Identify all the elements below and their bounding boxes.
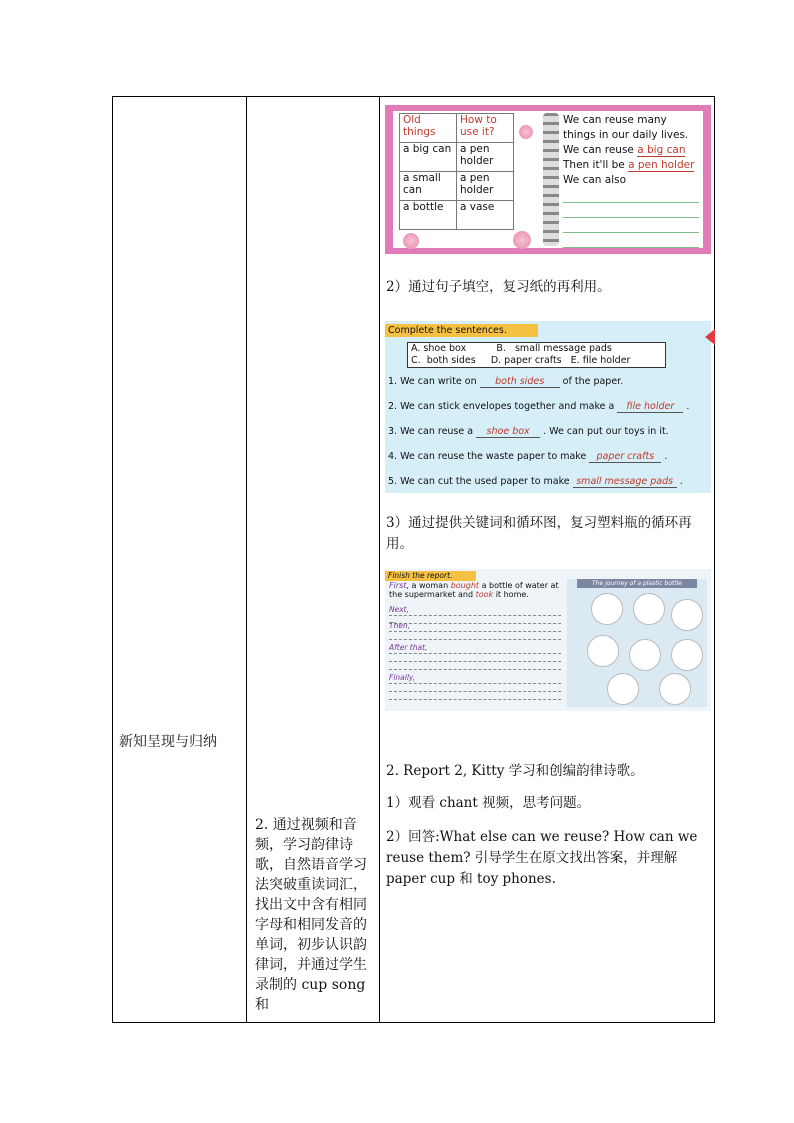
cycle-step-image bbox=[671, 639, 703, 671]
table-cell: a small can bbox=[400, 172, 457, 201]
blank-rule bbox=[389, 639, 561, 640]
flower-decoration bbox=[513, 231, 531, 249]
sentence-text: 4. We can reuse the waste paper to make bbox=[388, 451, 587, 462]
stage-cell bbox=[113, 97, 247, 1023]
design-intent-text: 2. 通过视频和音频，学习韵律诗歌，自然语音学习法突破重读词汇，找出文中含有相同字母和相同发音的单词，初步认识韵律词，并通过学生录制的 cup song 和 bbox=[255, 817, 367, 1013]
notebook-spiral bbox=[543, 113, 559, 246]
filled-answer: a big can bbox=[637, 144, 686, 156]
notebook-line: We can reuse many things in our daily lives. bbox=[563, 114, 689, 141]
sentence-answer: both sides bbox=[480, 376, 560, 388]
sentence-text: 5. We can cut the used paper to make bbox=[388, 476, 570, 487]
options-box bbox=[407, 342, 666, 368]
sentence-answer: paper crafts bbox=[589, 451, 661, 463]
table-cell: a big can bbox=[400, 143, 457, 172]
answer-text: 2）回答:What else can we reuse? How can we reuse them? 引导学生在原文找出答案，并理解 paper cup 和 toy phones. bbox=[386, 829, 698, 887]
blank-rule bbox=[389, 615, 561, 616]
report-text: First bbox=[389, 581, 407, 590]
blank-rule bbox=[389, 631, 561, 632]
report-label: Finally, bbox=[389, 673, 416, 682]
slide-header: Finish the report. bbox=[385, 571, 476, 581]
cycle-step-image bbox=[671, 599, 703, 631]
step3-text: 3）通过提供关键词和循环图，复习塑料瓶的循环再用。 bbox=[386, 515, 692, 552]
table-row bbox=[400, 143, 514, 172]
table-row bbox=[400, 201, 514, 230]
old-things-table bbox=[399, 113, 514, 230]
blank-rule bbox=[563, 188, 699, 203]
blank-rule bbox=[563, 218, 699, 233]
sentence-text: . bbox=[679, 476, 683, 487]
table-cell: a vase bbox=[457, 201, 514, 230]
sentence-answer: shoe box bbox=[476, 426, 540, 438]
blank-rule bbox=[389, 691, 561, 692]
cycle-step-image bbox=[587, 635, 619, 667]
design-intent-cell bbox=[247, 97, 380, 1023]
blank-rule bbox=[563, 203, 699, 218]
sentence-text: 1. We can write on bbox=[388, 376, 477, 387]
cycle-step-image bbox=[629, 639, 661, 671]
options-row: C. both sides D. paper crafts E. file holder bbox=[411, 355, 631, 366]
notebook-page bbox=[563, 113, 699, 248]
step2-text: 2）通过句子填空，复习纸的再利用。 bbox=[386, 279, 611, 295]
report-label: Next, bbox=[389, 605, 409, 614]
stage-label: 新知呈现与归纳 bbox=[119, 734, 217, 750]
sentence-line bbox=[388, 451, 667, 463]
reuse-table-slide bbox=[385, 105, 711, 254]
sentence-text: 3. We can reuse a bbox=[388, 426, 474, 437]
notebook-line bbox=[563, 143, 699, 158]
sentence-text: . bbox=[686, 401, 690, 412]
sentence-text: 2. We can stick envelopes together and make a bbox=[388, 401, 615, 412]
header-how-to-use: How to use it? bbox=[457, 114, 514, 143]
cycle-step-image bbox=[633, 593, 665, 625]
complete-sentences-slide bbox=[385, 321, 711, 493]
keyword: bought bbox=[450, 581, 480, 590]
report-text: a bottle of water at the supermarket and bbox=[389, 581, 559, 599]
blank-rule bbox=[563, 233, 699, 248]
blank-rule bbox=[389, 683, 561, 684]
report2-text: 2. Report 2, Kitty 学习和创编韵律诗歌。 bbox=[386, 763, 644, 779]
report-label: After that, bbox=[389, 643, 428, 652]
table-cell: a bottle bbox=[400, 201, 457, 230]
blank-rule bbox=[389, 623, 561, 624]
sentence-text: of the paper. bbox=[562, 376, 624, 387]
line-text: We can also bbox=[563, 174, 627, 186]
notebook-line bbox=[563, 173, 699, 188]
blank-rule bbox=[389, 669, 561, 670]
cycle-step-image bbox=[591, 593, 623, 625]
bottle-cycle-diagram bbox=[567, 579, 707, 707]
report-first-sentence bbox=[389, 581, 559, 599]
line-text: We can reuse bbox=[563, 144, 634, 156]
options-row: A. shoe box B. small message pads bbox=[411, 343, 612, 354]
sentence-text: . bbox=[664, 451, 668, 462]
report-text: , a woman bbox=[406, 581, 449, 590]
finish-report-slide bbox=[385, 569, 711, 711]
activity-cell bbox=[380, 97, 715, 1023]
lesson-plan-table bbox=[112, 96, 715, 1023]
table-cell: a pen holder bbox=[457, 172, 514, 201]
slide-inner bbox=[393, 111, 703, 248]
table-cell: a pen holder bbox=[457, 143, 514, 172]
cycle-step-image bbox=[659, 673, 691, 705]
flower-decoration bbox=[519, 125, 533, 139]
keyword: took bbox=[475, 590, 494, 599]
sentence-line bbox=[388, 376, 623, 388]
report-label: Then, bbox=[389, 621, 411, 630]
slide-header: Complete the sentences. bbox=[385, 324, 538, 337]
line-text: Then it'll be bbox=[563, 159, 625, 171]
header-old-things: Old things bbox=[400, 114, 457, 143]
blank-rule bbox=[389, 653, 561, 654]
watch-text: 1）观看 chant 视频，思考问题。 bbox=[386, 795, 591, 811]
sentence-line bbox=[388, 476, 683, 488]
sentence-line bbox=[388, 401, 689, 413]
report-text: it home. bbox=[495, 590, 529, 599]
cycle-step-image bbox=[607, 673, 639, 705]
table-row bbox=[113, 97, 715, 1023]
diagram-title: The journey of a plastic bottle bbox=[577, 579, 697, 588]
blank-rule bbox=[389, 661, 561, 662]
flower-decoration bbox=[403, 233, 419, 249]
blank-rule bbox=[389, 699, 561, 700]
filled-answer: a pen holder bbox=[628, 159, 695, 171]
sentence-line bbox=[388, 426, 669, 438]
sentence-text: . We can put our toys in it. bbox=[543, 426, 669, 437]
sentence-answer: small message pads bbox=[573, 476, 677, 488]
notebook-line bbox=[563, 158, 699, 173]
sentence-answer: file holder bbox=[617, 401, 683, 413]
red-tab-icon bbox=[705, 329, 715, 345]
table-row bbox=[400, 172, 514, 201]
